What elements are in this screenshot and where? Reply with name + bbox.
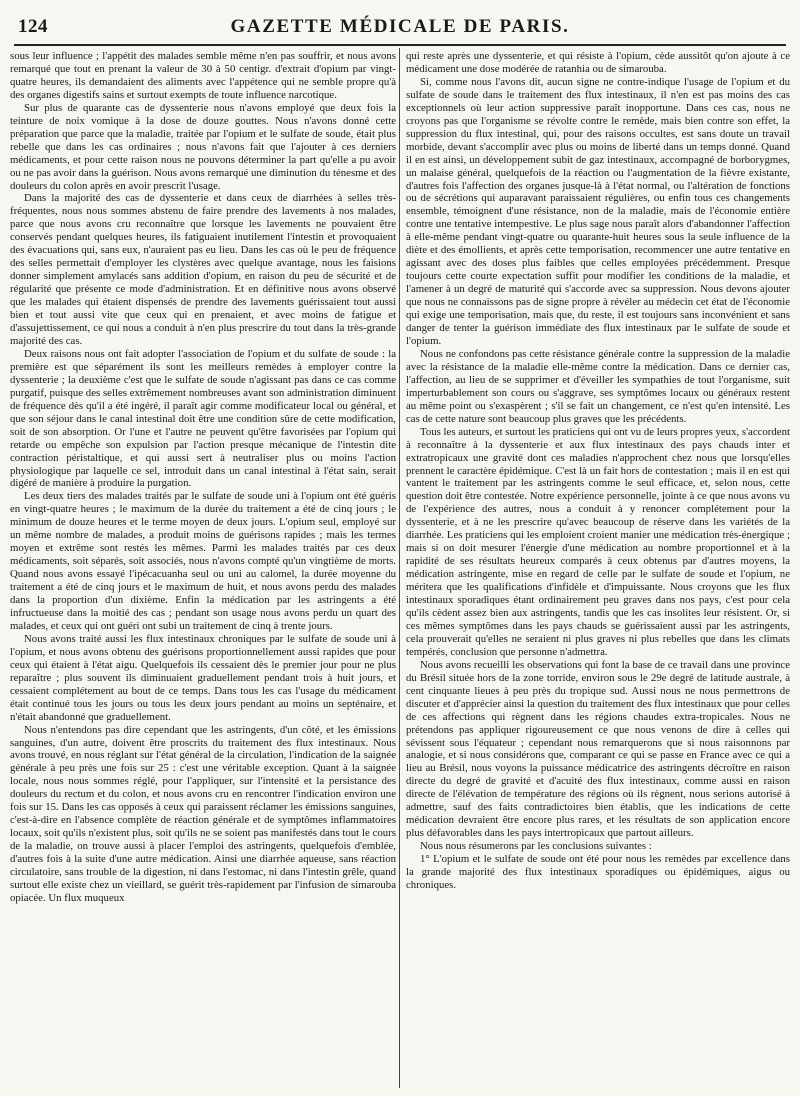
paragraph: Si, comme nous l'avons dit, aucun signe ne contre-indique l'usage de l'opium et du sulfate de soude dans le traitement des flux intestinaux, il n'en est pas moins des cas exceptionnels où leur action suppressive paraît inopportune. Dans ces cas, nous ne croyons pas que l'organisme se révolte contre le remède, mais bien contre son effet, la suppression du flux intestinal, qui, pour des raisons occultes, est sans doute un travail morbide, devant s'accomplir avec plus ou moins de liberté dans un temps donné. Quand il en est ainsi, un développement subit de gaz intestinaux, accompagné de borborygmes, un malaise général, quelquefois de la réaction ou l'augmentation de la fièvre existante, d'autres fois l'affection des organes jusque-là à l'état normal, ou l'altération de fonctions ou de sécrétions qui auparavant paraissaient régulières, ou enfin tous ces changements ensemble, témoignent d'une résistance, non de la maladie, mais de l'économie entière contre une tentative intempestive. Le plus sage nous paraît alors d'abandonner l'affection à elle-même pendant vingt-quatre ou quarante-huit heures sous la seule influence de la diète et des émollients, et après cette temporisation, recommencer une autre tentative en agissant avec des doses plus faibles que celles employées précédemment. Presque toujours cette courte expectation suffit pour modifier les conditions de la maladie, et l'amener à un degré de maturité qui s'accorde avec sa suppression. Nous devons ajouter que nous ne connaissons pas de signe propre à révéler au médecin cet état de l'économie qui exige une temporisation, mais que, du reste, il est toujours sans inconvénient et sans danger de tenter la guérison immédiate des flux intestinaux par le sulfate de soude et l'opium. (406, 75, 790, 347)
paragraph: Nous ne confondons pas cette résistance générale contre la suppression de la maladie avec la résistance de la maladie elle-même contre la médication. Dans ce dernier cas, l'affection, au lieu de se supprimer et d'éveiller les sympathies de tout l'organisme, suit imperturbablement son cours ou s'aggrave, ses symptômes locaux ou généraux restent au même point ou s'exaspèrent ; s'il se fait un changement, ce n'est qu'en intensité. Les cas de cette nature sont beaucoup plus graves que les précédents. (406, 347, 790, 425)
page-number: 124 (18, 16, 48, 37)
paragraph: Les deux tiers des malades traités par le sulfate de soude uni à l'opium ont été guéris en vingt-quatre heures ; le maximum de la durée du traitement a été de cinq jours ; le minimum de douze heures et le terme moyen de deux jours. L'opium seul, employé sur un même nombre de malades, a produit moins de guérisons rapides ; mais les termes moyen et extrême sont restés les mêmes. Parmi les malades traités par ces deux médicaments, soit séparés, soit associés, nous n'avons compté qu'un vingtième de morts. Quand nous avons essayé l'ipécacuanha seul ou uni au calomel, la durée moyenne du traitement a été de cinq jours et le maximum de huit, et nous avons perdu des malades dans la proportion d'un dixième. Enfin la médication par les astringents a été infructueuse dans la moitié des cas ; pendant son usage nous avons perdu un quart des malades, et ceux qui ont guéri ont subi un traitement de cinq à trente jours. (10, 490, 396, 632)
journal-title: GAZETTE MÉDICALE DE PARIS. (230, 16, 570, 37)
paragraph: Nous n'entendons pas dire cependant que les astringents, d'un côté, et les émissions sanguines, d'un autre, doivent être proscrits du traitement des flux intestinaux. Nous avons trouvé, en nous réglant sur l'état général de la circulation, l'indication de la saignée générale à peu près une fois sur 25 : c'est une véritable exception. Quant à la saignée locale, nous nous sommes réglé, pour l'appliquer, sur l'intensité et la persistance des douleurs du rectum et du colon, et nous avons cru en rencontrer l'indication environ une fois sur 15. Dans les cas opposés à ceux qui paraissent réclamer les émissions sanguines, c'est-à-dire en l'absence complète de réaction générale et de symptômes inflammatoires locaux, soit qu'ils n'existent plus, soit qu'ils ne se soient pas manifestés dans tout le cours de la maladie, on trouve aussi à placer l'emploi des astringents, quelquefois d'emblée, d'autres fois à la suite d'une autre médication. Ainsi une diarrhée aqueuse, sans réaction circulatoire, sans trouble de la digestion, ni dans l'estomac, ni dans l'intestin grêle, quand surtout elle existe chez un vieillard, se guérit très-rapidement par l'infusion de simarouba opiacée. Un flux muqueux (10, 723, 396, 904)
paragraph: Tous les auteurs, et surtout les praticiens qui ont vu de leurs propres yeux, s'accordent à reconnaître à la dyssenterie et aux flux intestinaux des pays chauds inter et extratropicaux une gravité dont ces maladies n'approchent chez nous que lorsqu'elles prennent le caractère épidémique. C'est là un fait hors de contestation ; mais il en est qui vantent le traitement par les astringents comme le seul efficace, et, selon nous, cette question doit être contestée. Notre expérience personnelle, jointe à ce que nous avons vu de l'expérience des autres, nous a conduit à y renoncer complétement pour la dyssenterie, et à ne les prescrire qu'avec beaucoup de réserve dans les variétés de la diarrhée. Les praticiens qui les emploient croient manier une médication très-énergique ; mais si on doit mesurer l'énergie d'une médication au nombre proportionnel et à la rapidité de ses résultats heureux comparés à ceux obtenus par d'autres moyens, la médication astringente, mise en regard de celle par le sulfate de soude et l'opium, ne méritera que les qualifications d'infidèle et d'impuissante. Nous croyons que les flux intestinaux sporadiques étant ordinairement peu graves dans nos pays, c'est pour cela qu'ils cèdent assez bien aux astringents, tandis que les cas insolites leur résistent. Or, si ces mêmes symptômes dans les pays chauds se guérissaient aussi par les astringents, cela prouverait qu'elles ne seraient ni plus graves ni plus rebelles que dans les climats tempérés, conclusion que personne n'admettra. (406, 425, 790, 658)
paragraph: Sur plus de quarante cas de dyssenterie nous n'avons employé que deux fois la teinture de noix vomique à la dose de douze gouttes. Nous n'avons donné cette préparation que parce que la maladie, traitée par l'opium et le sulfate de soude, était plus rebelle que dans les cas ordinaires ; nous n'avons fait que l'ajouter à ces derniers médicaments, et pour cette raison nous ne pouvons déterminer la part qu'elle a pu avoir ou ne pas avoir dans la guérison. Nous avons remarqué une diminution du ténesme et des douleurs du colon après en avoir prescrit l'usage. (10, 101, 396, 192)
paragraph: Nous avons traité aussi les flux intestinaux chroniques par le sulfate de soude uni à l'opium, et nous avons obtenu des guérisons proportionnellement aussi rapides que pour ceux qui étaient à l'état aigu. Quelquefois ils cessaient dès le premier jour pour ne plus reparaître ; plus souvent ils diminuaient graduellement pendant trois à huit jours, et cessaient complétement au bout de ce temps. Dans tous les cas l'usage du médicament était continué tous les jours ou tous les deux jours pendant au moins un septénaire, et n'était abandonné que graduellement. (10, 632, 396, 723)
paragraph: sous leur influence ; l'appétit des malades semble même n'en pas souffrir, et nous avons remarqué que tout en prenant la valeur de 30 à 50 centigr. d'extrait d'opium par vingt-quatre heures, ils demandaient des aliments avec l'appétence qui ne semble propre qu'à des organes digestifs sains et surtout exempts de toute influence narcotique. (10, 50, 396, 101)
paragraph: qui reste après une dyssenterie, et qui résiste à l'opium, cède aussitôt qu'on ajoute à ce médicament une dose modérée de ratanhia ou de simarouba. (406, 50, 790, 75)
column-divider (399, 48, 400, 1088)
paragraph: Dans la majorité des cas de dyssenterie et dans ceux de diarrhées à selles très-fréquentes, nous nous sommes abstenu de faire prendre des lavements à nos malades, parce que nous avons cru reconnaître que lorsque les lavements ne pouvaient être conservés pendant quelques heures, ils fatiguaient inutilement l'intestin et provoquaient des évacuations qui, sans eux, n'auraient pas eu lieu. Dans les cas où le peu de fréquence des selles permettait d'employer les clystères avec quelque avantage, nous les faisions donner simplement amylacés sans addition d'opium, en raison du peu de sécurité et de régularité que présente ce mode d'administration. Et en définitive nous avons observé que les malades qui étaient dispensés de prendre des lavements guérissaient tout aussi bien et tout aussi vite que ceux qui en prenaient, et avec moins de fatigue et d'assujettissement, ce qui nous a conduit à n'en plus prescrire du tout dans la très-grande majorité des cas. (10, 192, 396, 347)
paragraph: 1° L'opium et le sulfate de soude ont été pour nous les remèdes par excellence dans la grande majorité des flux intestinaux sporadiques ou épidémiques, aigus ou chroniques. (406, 853, 790, 891)
right-column (406, 50, 790, 1086)
paragraph: Nous nous résumerons par les conclusions suivantes : (420, 840, 652, 853)
paragraph: Nous avons recueilli les observations qui font la base de ce travail dans une province du Brésil située hors de la zone torride, environ sous le 29e degré de latitude australe, à cent cinquante lieues à peu près du tropique sud. Aussi nous ne nous permettrons de discuter et d'apprécier ainsi la question du traitement des flux intestinaux que pour celles de ces affections qui règnent dans les régions chaudes extra-tropicales. Nous ne prétendons pas appliquer rigoureusement ce que nous venons de dire à celles qui sévissent sous l'équateur ; cependant nous remarquerons que si nous raisonnons par analogie, et si nous considérons que, comparant ce qui se passe en France avec ce qui a lieu au Brésil, nous voyons la puissance médicatrice des astringents décroître en raison directe du degré de gravité et d'acuité des flux intestinaux, comme aussi en raison directe de l'élévation de température des régions où ils règnent, nous serions autorisé à admettre, sauf des faits contradictoires bien établis, que les indications de cette médication devraient être encore plus rares, et les résultats de son application encore plus défavorables dans les pays intertropicaux que partout ailleurs. (406, 658, 790, 840)
page-header (14, 14, 786, 46)
paragraph: Deux raisons nous ont fait adopter l'association de l'opium et du sulfate de soude : la première est que séparément ils sont les meilleurs remèdes à employer contre la dyssenterie ; la deuxième c'est que le sulfate de soude n'agissant pas dans ce cas comme purgatif, puisque des selles extrêmement nombreuses avant son administration diminuent de fréquence dès qu'il a été ingéré, il paraît agir comme modificateur local ou général, et que son séjour dans le canal intestinal doit être une condition sûre de cette modification, soit de son absorption. Or l'une et l'autre ne peuvent qu'être favorisées par l'opium qui retarde ou empêche son expulsion par l'action presque mécanique de l'intestin dite contraction péristaltique, et qui aussi sert à neutraliser plus ou moins l'action physiologique par laquelle ce sel, introduit dans un canal intestinal à l'état sain, serait digéré de manière à produire la purgation. (10, 347, 396, 490)
left-column (10, 50, 396, 1086)
